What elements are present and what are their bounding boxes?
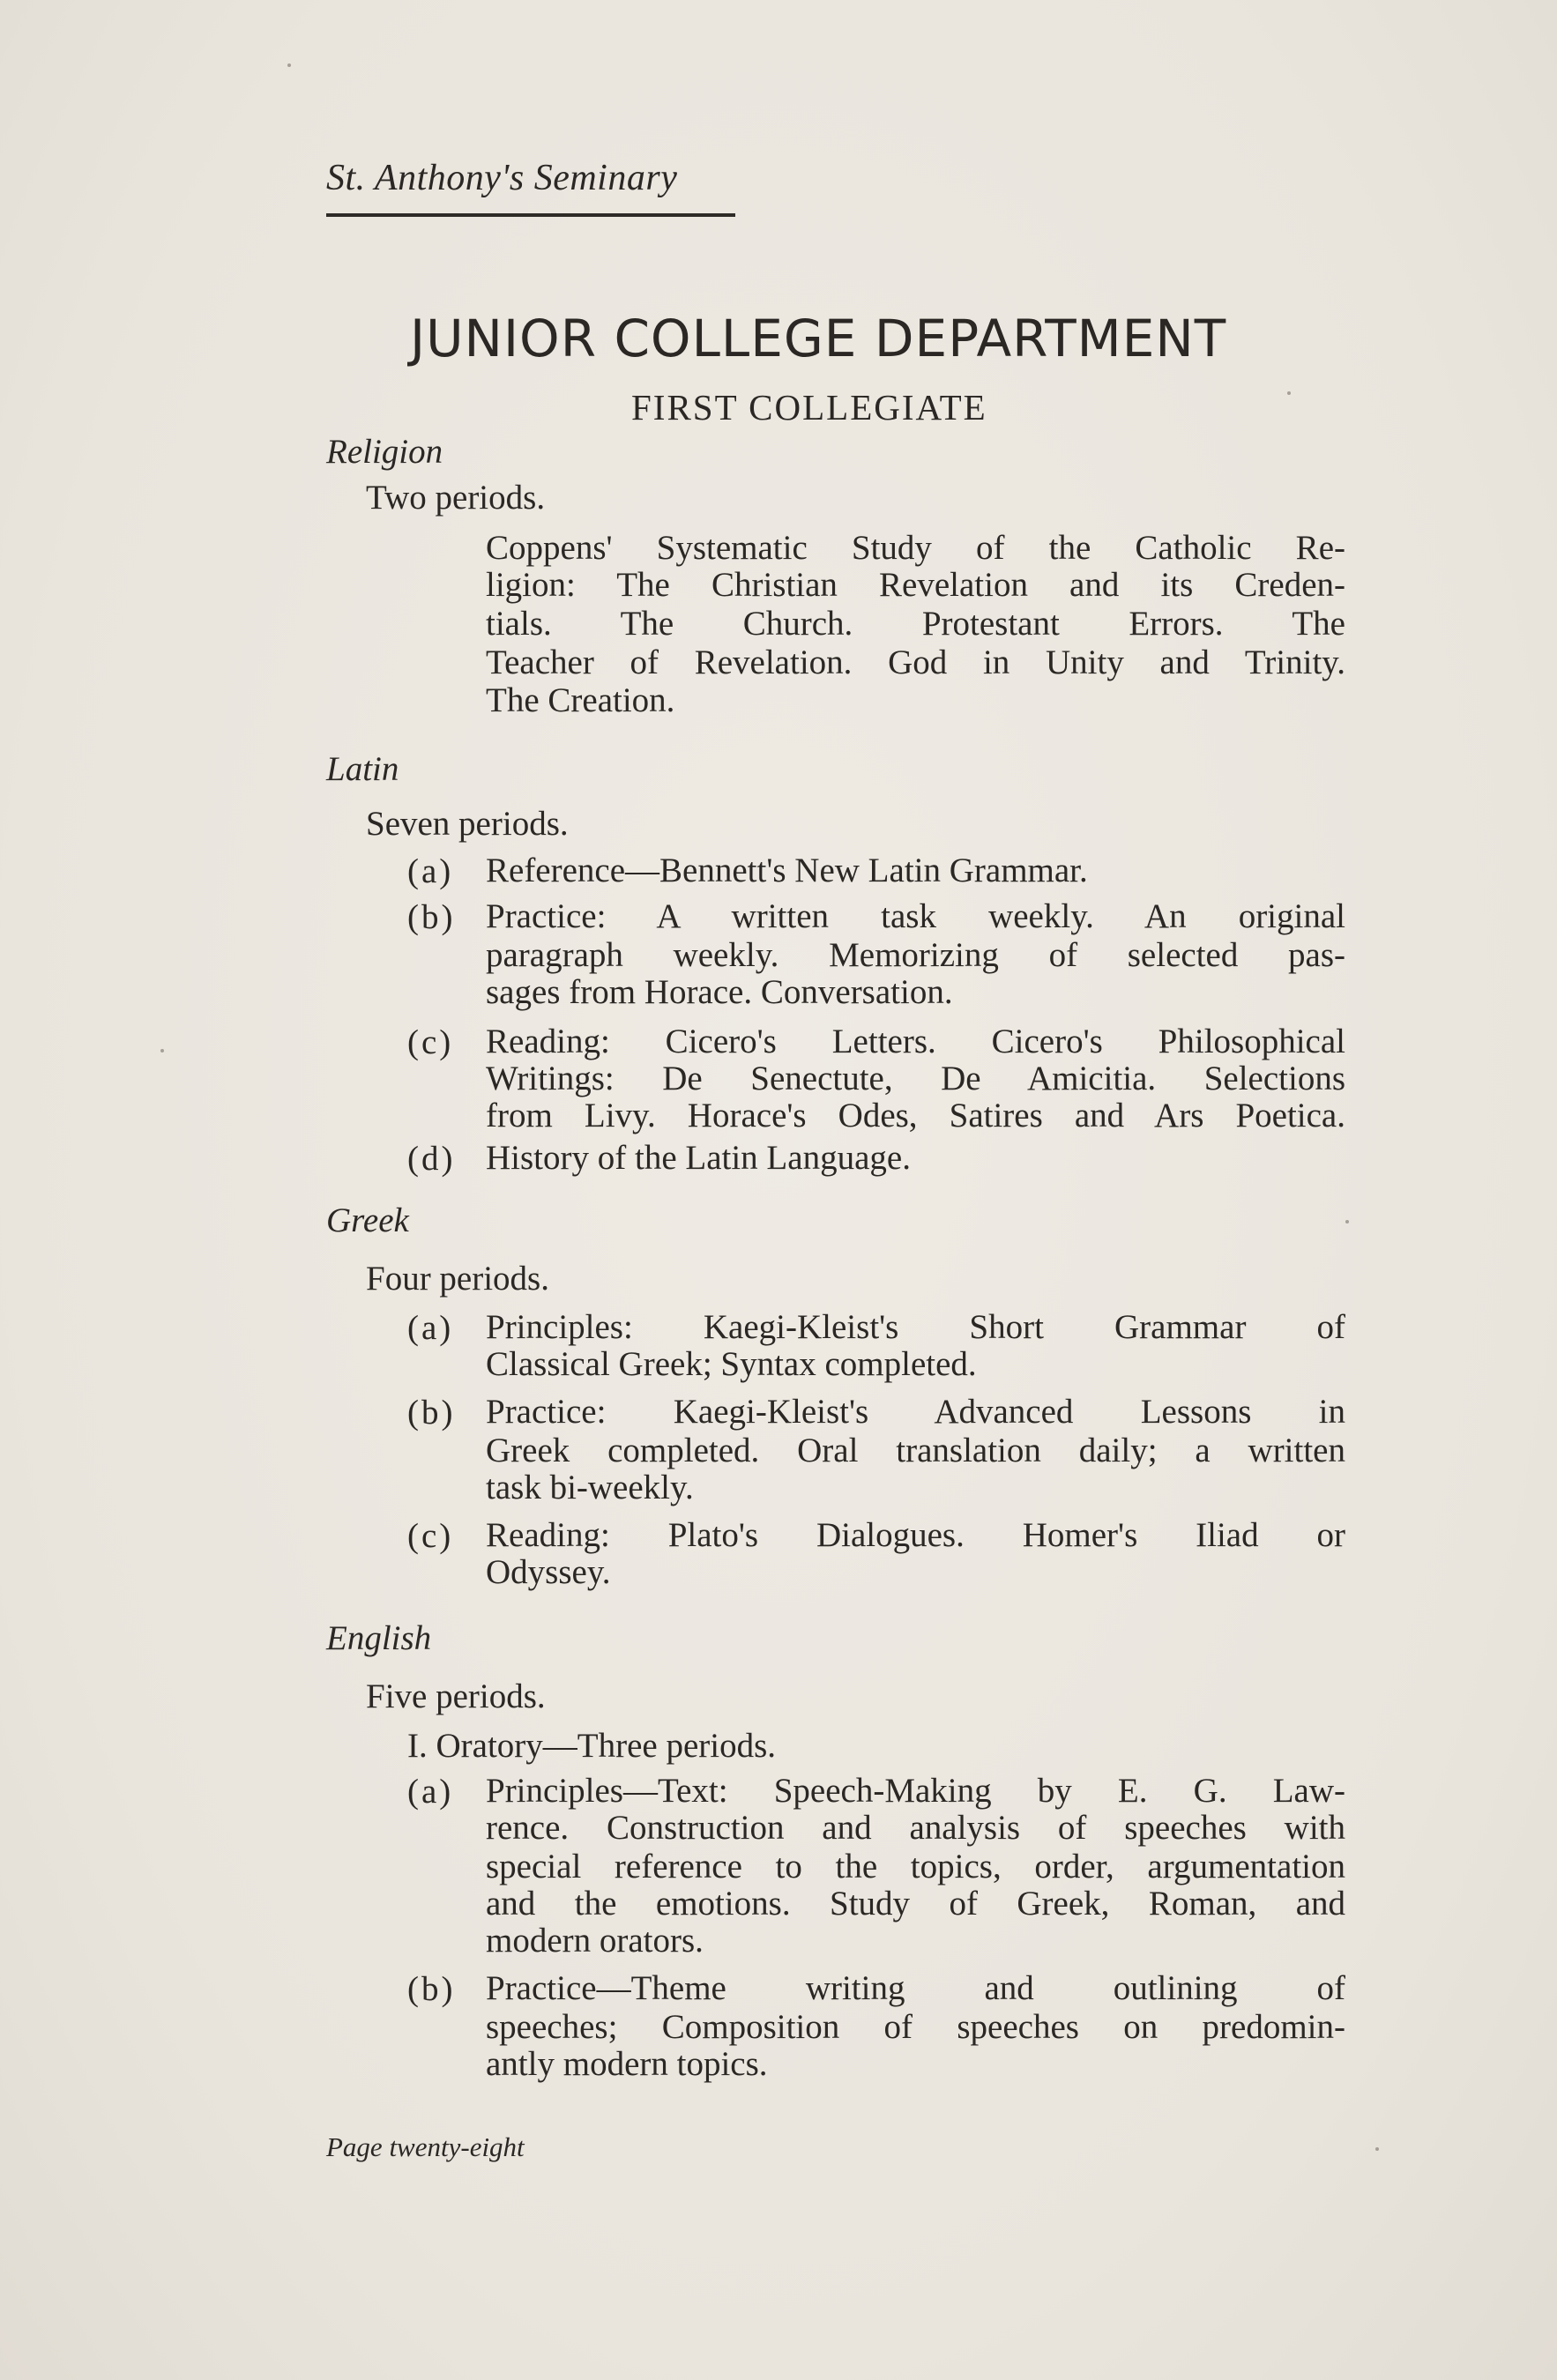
page-footer: Page twenty-eight [326, 2131, 525, 2162]
department-title: JUNIOR COLLEGE DEPARTMENT [410, 309, 1227, 368]
latin-item-line: History of the Latin Language. [486, 1139, 911, 1177]
greek-item-line: Classical Greek; Syntax completed. [486, 1345, 977, 1383]
paper-speck [1345, 1220, 1349, 1223]
greek-item-line: Greek completed. Oral translation daily; a written [486, 1432, 1345, 1469]
section-title: FIRST COLLEGIATE [631, 387, 987, 428]
greek-periods: Four periods. [366, 1260, 549, 1298]
english-item-label: (b) [407, 1970, 456, 2008]
latin-item-line: Writings: De Senectute, De Amicitia. Selections [486, 1060, 1345, 1097]
paper-speck [160, 1049, 164, 1052]
religion-line: tials. The Church. Protestant Errors. The [486, 605, 1345, 643]
greek-item-line: Odyssey. [486, 1553, 611, 1591]
latin-item-line: paragraph weekly. Memorizing of selected pas- [486, 936, 1345, 974]
running-head: St. Anthony's Seminary [326, 158, 678, 198]
latin-item-line: from Livy. Horace's Odes, Satires and Ars Poetica. [486, 1097, 1345, 1134]
subject-greek: Greek [326, 1201, 409, 1239]
latin-item-label: (d) [407, 1140, 456, 1178]
paper-speck [287, 63, 291, 67]
english-item-line: Practice—Theme writing and outlining of [486, 1969, 1345, 2007]
latin-periods: Seven periods. [366, 805, 569, 843]
greek-item-label: (a) [407, 1309, 454, 1347]
religion-line: The Creation. [486, 681, 675, 719]
english-item-label: (a) [407, 1773, 454, 1811]
english-item-line: special reference to the topics, order, argumentation [486, 1848, 1345, 1885]
religion-line: Coppens' Systematic Study of the Catholic Re- [486, 529, 1345, 567]
subject-latin: Latin [326, 750, 399, 788]
english-item-line: modern orators. [486, 1922, 704, 1960]
greek-item-label: (c) [407, 1517, 454, 1555]
religion-periods: Two periods. [366, 479, 546, 517]
english-oratory-heading: I. Oratory—Three periods. [407, 1727, 777, 1765]
english-item-line: speeches; Composition of speeches on predomin- [486, 2008, 1345, 2046]
greek-item-line: Practice: Kaegi-Kleist's Advanced Lessons in [486, 1393, 1345, 1431]
english-periods: Five periods. [366, 1677, 546, 1715]
religion-line: Teacher of Revelation. God in Unity and Trinity. [486, 643, 1345, 681]
latin-item-label: (b) [407, 898, 456, 936]
header-rule [326, 213, 735, 217]
greek-item-label: (b) [407, 1394, 456, 1432]
religion-line: ligion: The Christian Revelation and its Creden- [486, 566, 1345, 604]
subject-english: English [326, 1619, 432, 1657]
subject-religion: Religion [326, 433, 443, 471]
latin-item-line: Reading: Cicero's Letters. Cicero's Philosophical [486, 1023, 1345, 1060]
greek-item-line: task bi-weekly. [486, 1469, 694, 1506]
english-item-line: antly modern topics. [486, 2045, 768, 2083]
english-item-line: and the emotions. Study of Greek, Roman, and [486, 1885, 1345, 1923]
latin-item-label: (c) [407, 1023, 454, 1061]
paper-speck [1287, 391, 1291, 395]
latin-item-line: sages from Horace. Conversation. [486, 973, 953, 1011]
english-item-line: Principles—Text: Speech-Making by E. G. Law- [486, 1772, 1345, 1810]
latin-item-line: Practice: A written task weekly. An original [486, 897, 1345, 935]
paper-speck [1375, 2147, 1379, 2151]
english-item-line: rence. Construction and analysis of speeches with [486, 1809, 1345, 1847]
greek-item-line: Reading: Plato's Dialogues. Homer's Iliad or [486, 1516, 1345, 1554]
latin-item-label: (a) [407, 852, 454, 890]
greek-item-line: Principles: Kaegi-Kleist's Short Grammar of [486, 1308, 1345, 1346]
latin-item-line: Reference—Bennett's New Latin Grammar. [486, 852, 1088, 889]
